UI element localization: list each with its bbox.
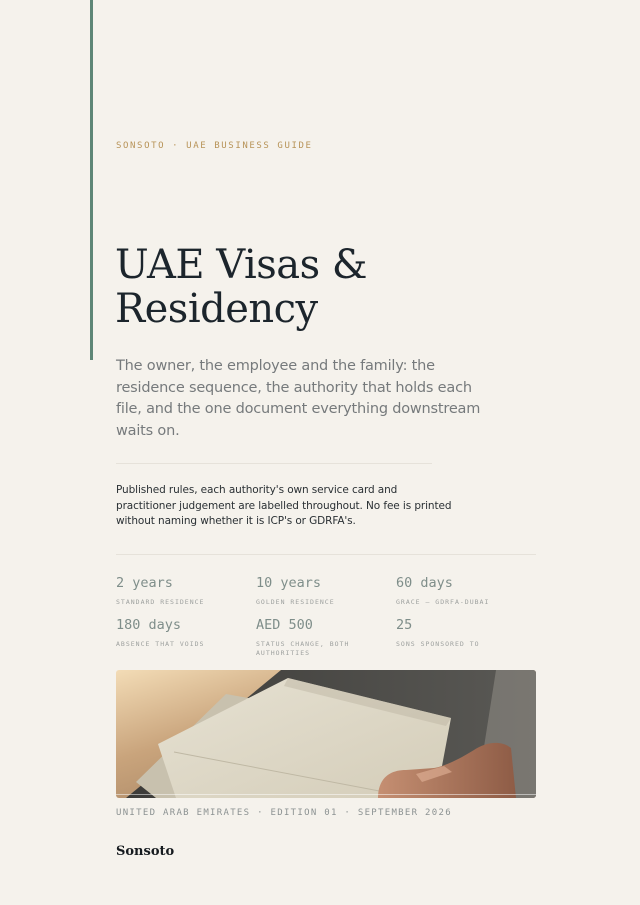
stat-golden-residence [256,574,391,607]
title-line-2: Residency [115,286,318,332]
stat-status-change [256,616,366,658]
edition-line: UNITED ARAB EMIRATES · EDITION 01 · SEPTEMBER 2026 [116,808,452,818]
editorial-note: Published rules, each authority's own service card and practitioner judgement are labelled throughout. No fee is printed without naming whether it is ICP's or GDRFA's. [116,484,452,527]
stat-sons-sponsored [396,616,531,649]
stat-standard-residence [116,574,251,607]
stat-label: GOLDEN RESIDENCE [256,598,335,606]
eyebrow: SONSOTO · UAE BUSINESS GUIDE [116,141,313,151]
divider-rule [116,463,432,464]
stat-label: STANDARD RESIDENCE [116,598,205,606]
stat-grace-period [396,574,531,607]
title-line-1: UAE Visas & [115,242,367,288]
stat-label: SONS SPONSORED TO [396,640,480,648]
page-title [115,243,535,331]
stat-label: STATUS CHANGE, BOTH AUTHORITIES [256,640,350,657]
stat-absence [116,616,251,649]
stat-value: 180 days [116,617,182,633]
stat-value: 25 [396,617,413,633]
stat-value: 60 days [396,575,453,591]
stat-value: 2 years [116,575,173,591]
divider-rule [116,554,536,555]
brand-wordmark: Sonsoto [116,844,175,859]
lede-paragraph: The owner, the employee and the family: the residence sequence, the authority that holds each file, and the one document everything downstream waits on. [116,358,481,439]
stat-value: AED 500 [256,617,313,633]
stat-label: GRACE — GDRFA-DUBAI [396,598,490,606]
accent-rule [90,0,93,360]
stat-value: 10 years [256,575,322,591]
stat-label: ABSENCE THAT VOIDS [116,640,205,648]
hero-photo [116,670,536,798]
